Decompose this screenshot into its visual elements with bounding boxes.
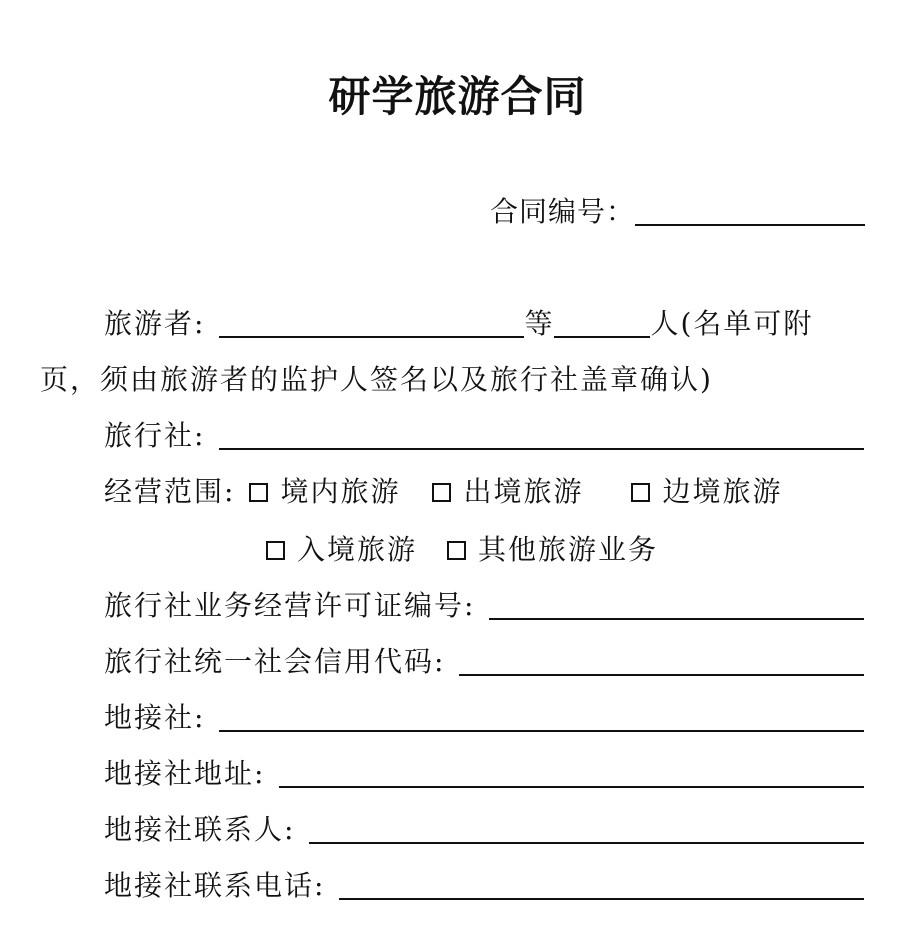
checkbox-icon[interactable] <box>432 483 451 502</box>
tourists-name-field[interactable] <box>219 306 524 338</box>
tourists-etc-label: 等 <box>524 307 555 340</box>
checkbox-icon[interactable] <box>249 483 268 502</box>
license-field[interactable] <box>489 588 864 620</box>
scope-option-label: 境内旅游 <box>280 475 401 508</box>
scope-option-other[interactable] <box>447 530 658 570</box>
agency-row <box>104 416 864 456</box>
local-contact-field[interactable] <box>309 812 864 844</box>
scope-option-label: 其他旅游业务 <box>478 533 659 566</box>
credit-code-field[interactable] <box>459 644 864 676</box>
scope-row-1 <box>104 472 884 512</box>
tourists-note-text: 页，须由旅游者的监护人签名以及旅行社盖章确认) <box>40 363 713 396</box>
contract-number-field[interactable] <box>635 194 865 226</box>
checkbox-icon[interactable] <box>447 541 466 560</box>
scope-option-domestic[interactable] <box>249 472 400 512</box>
scope-option-border[interactable] <box>631 472 782 512</box>
local-address-field[interactable] <box>279 756 864 788</box>
scope-option-label: 入境旅游 <box>297 533 418 566</box>
credit-code-row <box>104 642 864 682</box>
local-address-row <box>104 754 864 794</box>
local-agency-row <box>104 698 864 738</box>
scope-option-label: 出境旅游 <box>463 475 584 508</box>
credit-code-label: 旅行社统一社会信用代码: <box>104 645 446 678</box>
license-row <box>104 586 864 626</box>
local-phone-label: 地接社联系电话: <box>104 869 326 902</box>
scope-label: 经营范围: <box>104 475 236 508</box>
checkbox-icon[interactable] <box>631 483 650 502</box>
scope-option-inbound[interactable] <box>266 530 417 570</box>
local-contact-row <box>104 810 864 850</box>
contract-number-row <box>490 192 865 232</box>
agency-label: 旅行社: <box>104 419 206 452</box>
scope-row-2 <box>266 530 866 570</box>
local-address-label: 地接社地址: <box>104 757 266 790</box>
scope-option-label: 边境旅游 <box>662 475 783 508</box>
local-phone-row <box>104 866 864 906</box>
contract-title: 研学旅游合同 <box>328 72 587 121</box>
tourists-count-field[interactable] <box>554 306 650 338</box>
tourists-row <box>104 304 864 344</box>
checkbox-icon[interactable] <box>266 541 285 560</box>
local-phone-field[interactable] <box>339 868 864 900</box>
scope-option-outbound[interactable] <box>432 472 583 512</box>
tourists-person-suffix: 人(名单可附 <box>650 307 814 340</box>
agency-field[interactable] <box>219 418 864 450</box>
tourists-label: 旅游者: <box>104 307 206 340</box>
local-agency-label: 地接社: <box>104 701 206 734</box>
contract-number-label: 合同编号： <box>490 195 636 228</box>
local-agency-field[interactable] <box>219 700 864 732</box>
license-label: 旅行社业务经营许可证编号: <box>104 589 476 622</box>
local-contact-label: 地接社联系人: <box>104 813 296 846</box>
tourists-note-row <box>40 360 864 400</box>
